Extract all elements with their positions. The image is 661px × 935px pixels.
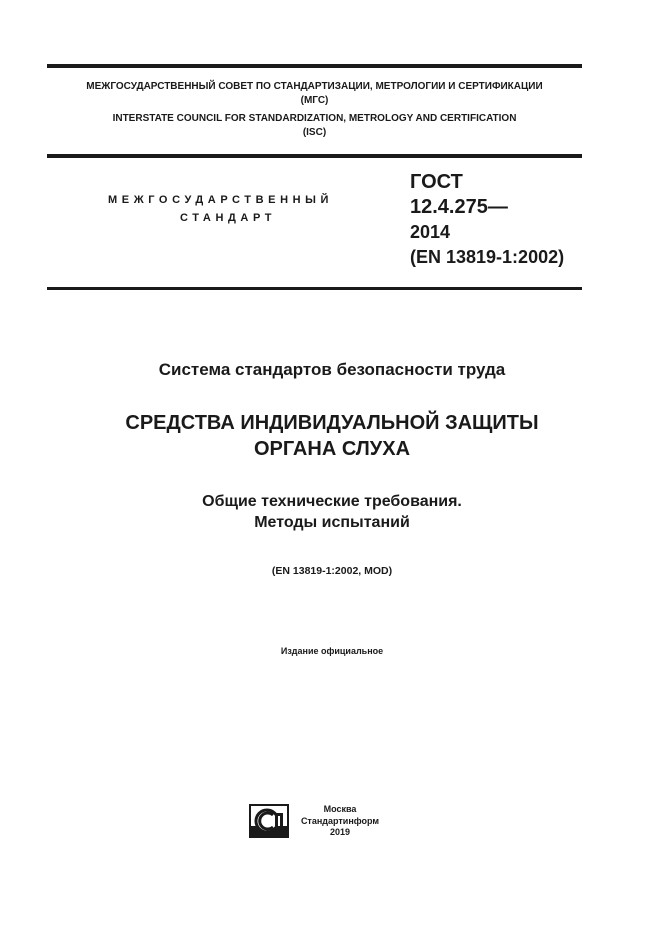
standard-label-line1: МЕЖГОСУДАРСТВЕННЫЙ xyxy=(108,194,334,206)
edition-note: Издание официальное xyxy=(280,646,384,656)
publisher-year: 2019 xyxy=(329,827,351,837)
top-rule xyxy=(47,64,582,68)
subtitle-line2: Методы испытаний xyxy=(254,514,410,531)
standartinform-logo-icon xyxy=(249,804,289,838)
system-title: Система стандартов безопасности труда xyxy=(158,360,506,379)
publisher-city: Москва xyxy=(323,804,357,814)
gost-year: 2014 xyxy=(410,222,451,242)
subtitle-line1: Общие технические требования. xyxy=(202,493,462,510)
main-title-line2: ОРГАНА СЛУХА xyxy=(253,438,411,460)
publisher-name: Стандартинформ xyxy=(300,815,380,826)
middle-rule xyxy=(47,154,582,158)
council-name-ru: МЕЖГОСУДАРСТВЕННЫЙ СОВЕТ ПО СТАНДАРТИЗАЦИИ, МЕТРОЛОГИИ И СЕРТИФИКАЦИИ xyxy=(86,81,543,92)
council-abbr-en: (ISC) xyxy=(302,127,327,138)
main-title-line1: СРЕДСТВА ИНДИВИДУАЛЬНОЙ ЗАЩИТЫ xyxy=(125,412,539,434)
gost-prefix: ГОСТ xyxy=(410,171,463,193)
main-title xyxy=(47,410,617,462)
gost-en-reference: (EN 13819-1:2002) xyxy=(410,247,565,267)
modification-reference: (EN 13819-1:2002, MOD) xyxy=(271,565,393,577)
publisher-info xyxy=(300,804,380,839)
council-name-en: INTERSTATE COUNCIL FOR STANDARDIZATION, METROLOGY AND CERTIFICATION xyxy=(112,113,517,124)
gost-designation xyxy=(410,170,564,270)
gost-number: 12.4.275— xyxy=(410,196,508,218)
standard-label-line2: СТАНДАРТ xyxy=(180,212,277,224)
council-abbr-ru: (МГС) xyxy=(300,95,329,106)
bottom-rule xyxy=(47,287,582,290)
subtitle xyxy=(47,491,617,533)
